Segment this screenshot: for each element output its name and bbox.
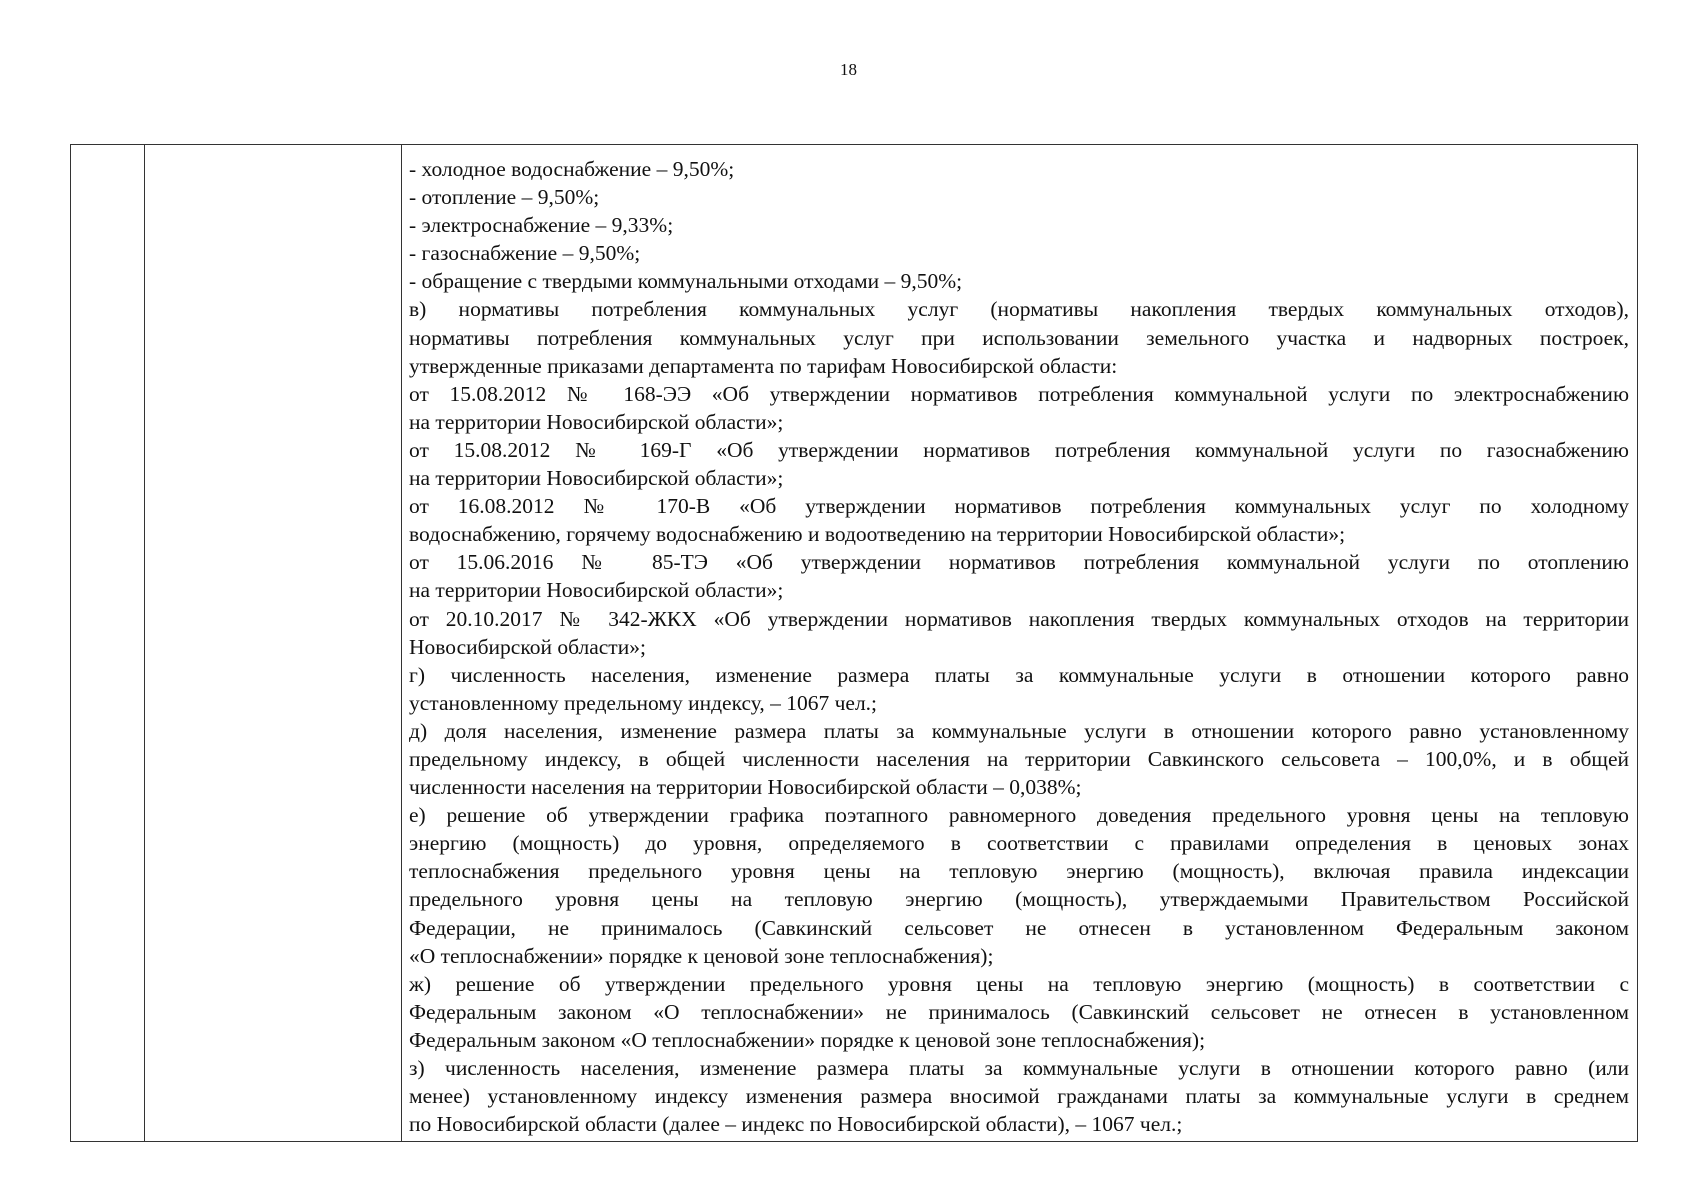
text-line: предельному индексу, в общей численности населения на территории Савкинского сельсовета – 100,0%, и в общей — [409, 746, 1629, 771]
text-line: по Новосибирской области (далее – индекс по Новосибирской области), – 1067 чел.; — [409, 1112, 1183, 1137]
text-line: от 16.08.2012 № 170-В «Об утверждении нормативов потребления коммунальных услуг по холодному — [409, 494, 1629, 519]
text-line: менее) установленному индексу изменения размера вносимой гражданами платы за коммунальные услуги в среднем — [409, 1084, 1629, 1109]
text-line: - отопление – 9,50%; — [409, 185, 600, 210]
table-cell-number — [71, 145, 145, 1141]
text-line: - обращение с твердыми коммунальными отходами – 9,50%; — [409, 269, 963, 294]
text-line: на территории Новосибирской области»; — [409, 409, 784, 434]
text-line: численности населения на территории Новосибирской области – 0,038%; — [409, 775, 1082, 800]
text-line: водоснабжению, горячему водоснабжению и водоотведению на территории Новосибирской области»; — [409, 522, 1346, 547]
text-line: энергию (мощность) до уровня, определяемого в соответствии с правилами определения в ценовых зонах — [409, 831, 1629, 856]
page-number: 18 — [840, 60, 857, 79]
text-line: теплоснабжения предельного уровня цены на тепловую энергию (мощность), включая правила индексации — [409, 859, 1629, 884]
text-line: нормативы потребления коммунальных услуг при использовании земельного участка и надворных построек, — [409, 325, 1629, 350]
text-line: установленному предельному индексу, – 1067 чел.; — [409, 690, 878, 715]
text-line: ж) решение об утверждении предельного уровня цены на тепловую энергию (мощность) в соответствии с — [409, 971, 1629, 996]
table-cell-name — [145, 145, 402, 1141]
text-line: «О теплоснабжении» порядке к ценовой зоне теплоснабжения); — [409, 943, 994, 968]
text-line: от 15.08.2012 № 169-Г «Об утверждении нормативов потребления коммунальной услуги по газоснабжению — [409, 437, 1629, 462]
text-line: Федерации, не принималось (Савкинский сельсовет не отнесен в установленном Федеральным законом — [409, 915, 1629, 940]
text-line: - электроснабжение – 9,33%; — [409, 213, 674, 238]
text-line: Федеральным законом «О теплоснабжении» порядке к ценовой зоне теплоснабжения); — [409, 1027, 1206, 1052]
text-line: г) численность населения, изменение размера платы за коммунальные услуги в отношении которого равно — [409, 662, 1629, 687]
text-line: от 15.08.2012 № 168-ЭЭ «Об утверждении нормативов потребления коммунальной услуги по электроснабжению — [409, 381, 1629, 406]
text-line: - холодное водоснабжение – 9,50%; — [409, 157, 735, 181]
text-line: - газоснабжение – 9,50%; — [409, 241, 641, 266]
text-line: д) доля населения, изменение размера платы за коммунальные услуги в отношении которого равно установленному — [409, 718, 1629, 743]
text-line: Федеральным законом «О теплоснабжении» не принималось (Савкинский сельсовет не отнесен в установленном — [409, 999, 1629, 1024]
text-line: з) численность населения, изменение размера платы за коммунальные услуги в отношении которого равно (или — [409, 1056, 1629, 1080]
text-line: е) решение об утверждении графика поэтапного равномерного доведения предельного уровня цены на тепловую — [409, 803, 1629, 828]
text-line: на территории Новосибирской области»; — [409, 466, 784, 491]
text-line: от 20.10.2017 № 342-ЖКХ «Об утверждении нормативов накопления твердых коммунальных отходов на территории — [409, 606, 1629, 631]
text-line: предельного уровня цены на тепловую энергию (мощность), утверждаемыми Правительством Российской — [409, 887, 1629, 912]
text-line: Новосибирской области»; — [409, 634, 646, 659]
table-cell-content — [402, 145, 1637, 1141]
text-line: от 15.06.2016 № 85-ТЭ «Об утверждении нормативов потребления коммунальной услуги по отоплению — [409, 550, 1629, 575]
text-line: на территории Новосибирской области»; — [409, 578, 784, 603]
document-table — [70, 144, 1638, 1142]
text-line: утвержденные приказами департамента по тарифам Новосибирской области: — [409, 353, 1118, 378]
text-line: в) нормативы потребления коммунальных услуг (нормативы накопления твердых коммунальных отходов), — [409, 297, 1629, 322]
